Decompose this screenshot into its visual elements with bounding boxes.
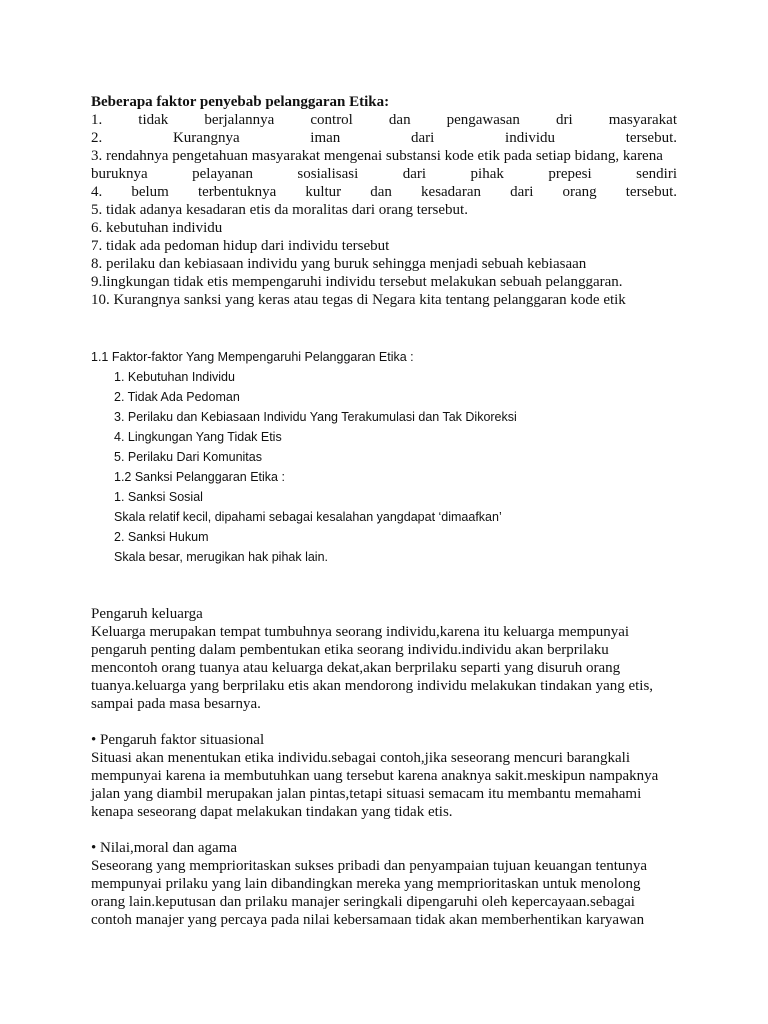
section-faktor: [91, 347, 677, 567]
list-item: 9.lingkungan tidak etis mempengaruhi individu tersebut melakukan sebuah pelanggaran.: [91, 274, 623, 290]
list-item: 8. perilaku dan kebiasaan individu yang buruk sehingga menjadi sebuah kebiasaan: [91, 256, 587, 272]
list-item: 4. belum terbentuknya kultur dan kesadaran dari orang tersebut.: [91, 184, 677, 200]
list-item-continuation: buruknya pelayanan sosialisasi dari pihak prepesi sendiri: [91, 166, 677, 182]
list-item: 2. Tidak Ada Pedoman: [114, 390, 240, 404]
list-item: 10. Kurangnya sanksi yang keras atau tegas di Negara kita tentang pelanggaran kode etik: [91, 292, 626, 308]
section-pengaruh: [91, 605, 677, 929]
list-item: 1. Sanksi Sosial: [114, 490, 203, 504]
list-item: 5. tidak adanya kesadaran etis da moralitas dari orang tersebut.: [91, 202, 468, 218]
list-item: 6. kebutuhan individu: [91, 220, 223, 236]
section-penyebab: [91, 93, 677, 309]
document-page: [91, 93, 677, 929]
paragraph-title: • Nilai,moral dan agama: [91, 840, 238, 856]
list-item-desc: Skala relatif kecil, dipahami sebagai kesalahan yangdapat ‘dimaafkan’: [114, 510, 502, 524]
section-heading: 1.1 Faktor-faktor Yang Mempengaruhi Pelanggaran Etika :: [91, 350, 414, 364]
list-item: 4. Lingkungan Yang Tidak Etis: [114, 430, 282, 444]
paragraph-title: • Pengaruh faktor situasional: [91, 732, 265, 748]
list-item: 2. Sanksi Hukum: [114, 530, 209, 544]
sanksi-heading: 1.2 Sanksi Pelanggaran Etika :: [114, 470, 285, 484]
list-item: 1. Kebutuhan Individu: [114, 370, 235, 384]
section-title: Beberapa faktor penyebab pelanggaran Etika:: [91, 94, 390, 110]
paragraph: Seseorang yang memprioritaskan sukses pribadi dan penyampaian tujuan keuangan tentunya mempunyai prilaku yang lain dibandingkan mereka yang memprioritaskan untuk menolong orang lain.keputusan dan prilaku manajer seringkali dipengaruhi oleh kepercayaan.sebagai contoh manajer yang percaya pada nilai kebersamaan tidak akan memberhentikan karyawan: [91, 858, 648, 928]
list-item: 7. tidak ada pedoman hidup dari individu tersebut: [91, 238, 390, 254]
list-item-desc: Skala besar, merugikan hak pihak lain.: [114, 550, 329, 564]
list-item: 3. Perilaku dan Kebiasaan Individu Yang Terakumulasi dan Tak Dikoreksi: [114, 410, 517, 424]
paragraph: Situasi akan menentukan etika individu.sebagai contoh,jika seseorang mencuri barangkali mempunyai karena ia membutuhkan uang tersebut karena anaknya sakit.meskipun nampaknya jalan yang diambil merupakan jalan pintas,tetapi situasi semacam itu membantu memahami kenapa seseorang dapat melakukan tindakan yang tidak etis.: [91, 750, 659, 820]
list-item: 1. tidak berjalannya control dan pengawasan dri masyarakat: [91, 112, 677, 128]
paragraph: Keluarga merupakan tempat tumbuhnya seorang individu,karena itu keluarga mempunyai pengaruh penting dalam pembentukan etika seorang individu.individu akan berprilaku mencontoh orang tuanya atau keluarga dekat,akan berprilaku separti yang disuruh orang tuanya.keluarga yang berprilaku etis akan mendorong individu melakukan tindakan yang etis, sampai pada masa besarnya.: [91, 624, 654, 712]
paragraph-title: Pengaruh keluarga: [91, 606, 203, 622]
list-item: 5. Perilaku Dari Komunitas: [114, 450, 262, 464]
list-item: 2. Kurangnya iman dari individu tersebut.: [91, 130, 677, 146]
list-item: 3. rendahnya pengetahuan masyarakat mengenai substansi kode etik pada setiap bidang, karena: [91, 148, 663, 164]
